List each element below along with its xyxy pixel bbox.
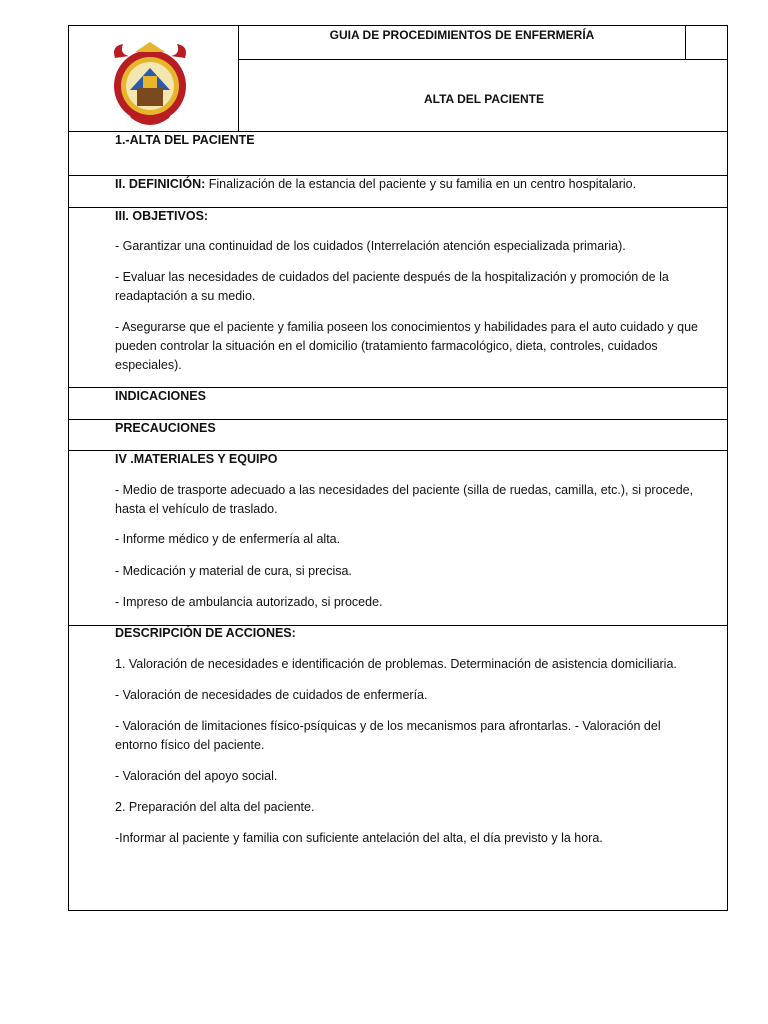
action-item: 1. Valoración de necesidades e identificación de problemas. Determinación de asistencia domiciliaria. [115, 657, 677, 671]
materials-title: IV .MATERIALES Y EQUIPO [115, 452, 278, 466]
material-item: hasta el vehículo de traslado. [115, 502, 278, 516]
precautions-title: PRECAUCIONES [115, 421, 216, 435]
objective-item: especiales). [115, 358, 182, 372]
procedure-title: ALTA DEL PACIENTE [424, 92, 544, 106]
material-item: - Informe médico y de enfermería al alta. [115, 532, 341, 546]
definition-paragraph [115, 175, 636, 194]
action-item: - Valoración de limitaciones físico-psíquicas y de los mecanismos para afrontarlas. - Valoración del [115, 719, 661, 733]
guide-title: GUIA DE PROCEDIMIENTOS DE ENFERMERÍA [329, 28, 595, 42]
objective-item: pueden controlar la situación en el domicilio (tratamiento farmacológico, dieta, controles, cuidados [115, 339, 658, 353]
material-item: - Medicación y material de cura, si precisa. [115, 564, 352, 578]
section-title-alta: 1.-ALTA DEL PACIENTE [115, 133, 255, 147]
objective-item: - Garantizar una continuidad de los cuidados (Interrelación atención especializada primaria). [115, 239, 626, 253]
action-item: - Valoración del apoyo social. [115, 769, 278, 783]
definition-text: Finalización de la estancia del paciente y su familia en un centro hospitalario. [205, 177, 637, 191]
material-item: - Impreso de ambulancia autorizado, si procede. [115, 595, 383, 609]
objective-item: - Evaluar las necesidades de cuidados del paciente después de la hospitalización y promoción de la [115, 270, 669, 284]
action-item: entorno físico del paciente. [115, 738, 265, 752]
action-item: 2. Preparación del alta del paciente. [115, 800, 315, 814]
procedure-document [68, 25, 728, 911]
institution-crest-logo [105, 38, 195, 128]
indications-title: INDICACIONES [115, 389, 206, 403]
objective-item: - Asegurarse que el paciente y familia poseen los conocimientos y habilidades para el auto cuidado y que [115, 320, 699, 334]
action-item: -Informar al paciente y familia con suficiente antelación del alta, el día previsto y la hora. [115, 831, 603, 845]
action-item: - Valoración de necesidades de cuidados de enfermería. [115, 688, 428, 702]
header-divider [239, 59, 727, 60]
objective-item: readaptación a su medio. [115, 289, 256, 303]
objectives-title: III. OBJETIVOS: [115, 209, 209, 223]
header-small-cell-divider [685, 26, 686, 59]
material-item: - Medio de trasporte adecuado a las necesidades del paciente (silla de ruedas, camilla, etc.), si procede, [115, 483, 694, 497]
actions-title: DESCRIPCIÓN DE ACCIONES: [115, 626, 296, 640]
definition-label: II. DEFINICIÓN: [115, 177, 206, 191]
